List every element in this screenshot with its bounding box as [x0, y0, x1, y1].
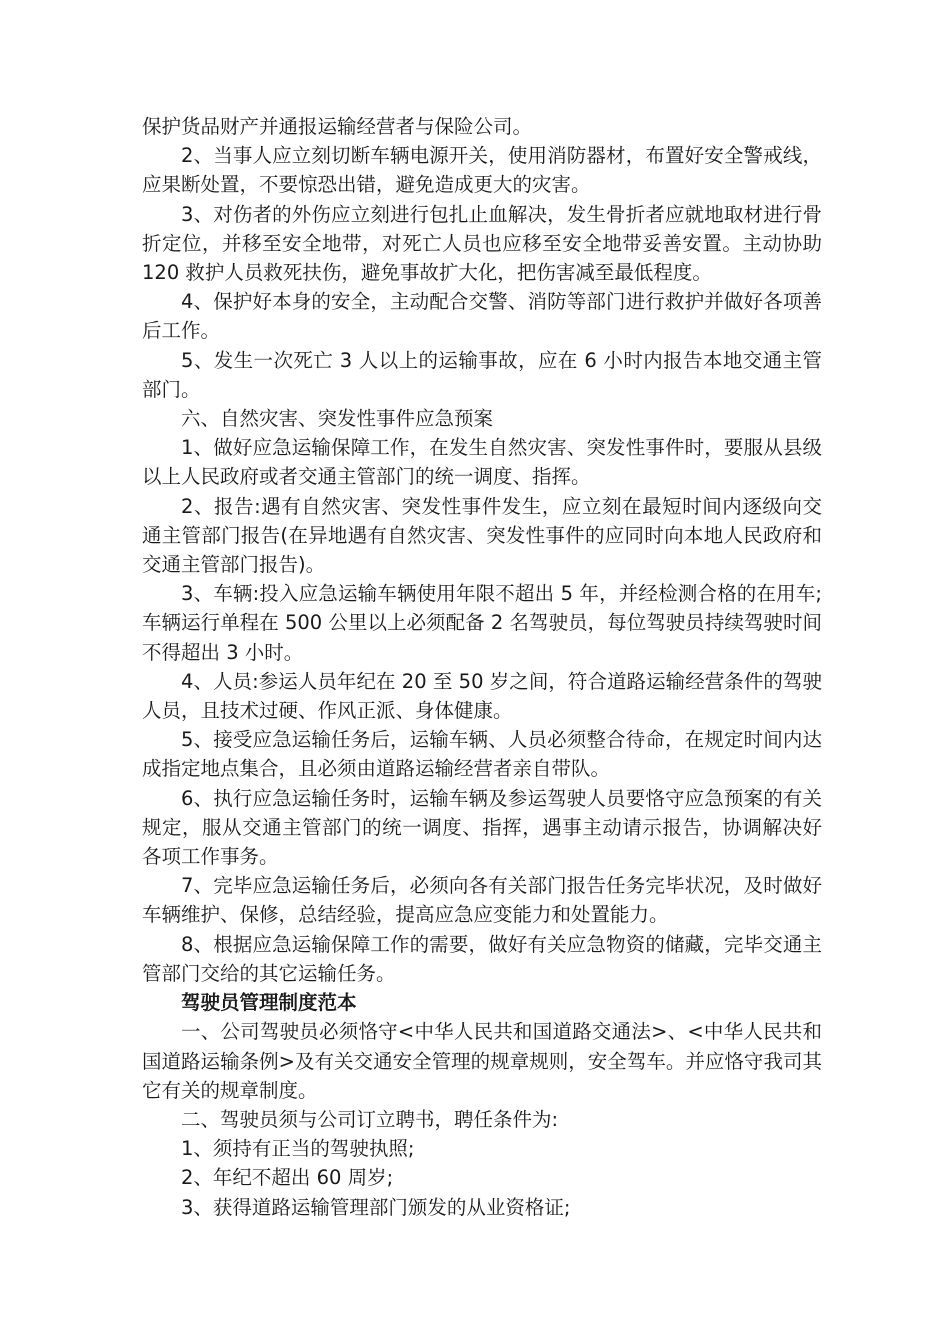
- paragraph: 4、保护好本身的安全，主动配合交警、消防等部门进行救护并做好各项善后工作。: [142, 290, 822, 343]
- paragraph: 2、报告:遇有自然灾害、突发性事件发生，应立刻在最短时间内逐级向交通主管部门报告(在异地遇有自然灾害、突发性事件的应同时向本地人民政府和交通主管部门报告)。: [142, 494, 822, 577]
- list-item: 1、须持有正当的驾驶执照;: [181, 1137, 415, 1161]
- paragraph: 8、根据应急运输保障工作的需要，做好有关应急物资的储藏，完毕交通主管部门交给的其它运输任务。: [142, 932, 822, 985]
- paragraph: 3、车辆:投入应急运输车辆使用年限不超出 5 年，并经检测合格的在用车;车辆运行单程在 500 公里以上必须配备 2 名驾驶员，每位驾驶员持续驾驶时间不得超出 3 小时。: [142, 582, 822, 664]
- paragraph: 2、当事人应立刻切断车辆电源开关，使用消防器材，布置好安全警戒线，应果断处置，不要惊恐出错，避免造成更大的灾害。: [142, 144, 822, 197]
- paragraph: 4、人员:参运人员年纪在 20 至 50 岁之间，符合道路运输经营条件的驾驶人员，且技术过硬、作风正派、身体健康。: [142, 669, 822, 723]
- document-title: 驾驶员管理制度范本: [181, 991, 357, 1015]
- paragraph: 1、做好应急运输保障工作，在发生自然灾害、突发性事件时，要服从县级以上人民政府或者交通主管部门的统一调度、指挥。: [142, 436, 822, 489]
- paragraph: 一、公司驾驶员必须恪守<中华人民共和国道路交通法>、<中华人民共和国道路运输条例>及有关交通安全管理的规章规则，安全驾车。并应恪守我司其它有关的规章制度。: [142, 1020, 822, 1102]
- paragraph: 保护货品财产并通报运输经营者与保险公司。: [142, 115, 533, 138]
- paragraph: 3、对伤者的外伤应立刻进行包扎止血解决，发生骨折者应就地取材进行骨折定位，并移至安全地带，对死亡人员也应移至安全地带妥善安置。主动协助 120 救护人员救死扶伤，避免事故扩大化，把伤害减至最低程度。: [142, 202, 822, 285]
- section-heading: 六、自然灾害、突发性事件应急预案: [181, 407, 494, 431]
- document-body: [142, 112, 822, 1222]
- paragraph: 5、发生一次死亡 3 人以上的运输事故，应在 6 小时内报告本地交通主管部门。: [142, 348, 822, 401]
- paragraph: 7、完毕应急运输任务后，必须向各有关部门报告任务完毕状况，及时做好车辆维护、保修，总结经验，提高应急应变能力和处置能力。: [142, 874, 822, 927]
- list-item: 3、获得道路运输管理部门颁发的从业资格证;: [181, 1195, 571, 1219]
- paragraph: 6、执行应急运输任务时，运输车辆及参运驾驶人员要恪守应急预案的有关规定，服从交通主管部门的统一调度、指挥，遇事主动请示报告，协调解决好各项工作事务。: [142, 786, 822, 869]
- paragraph: 5、接受应急运输任务后，运输车辆、人员必须整合待命，在规定时间内达成指定地点集合，且必须由道路运输经营者亲自带队。: [142, 728, 822, 781]
- paragraph: 二、驾驶员须与公司订立聘书，聘任条件为:: [181, 1107, 559, 1131]
- list-item: 2、年纪不超出 60 周岁;: [181, 1166, 394, 1190]
